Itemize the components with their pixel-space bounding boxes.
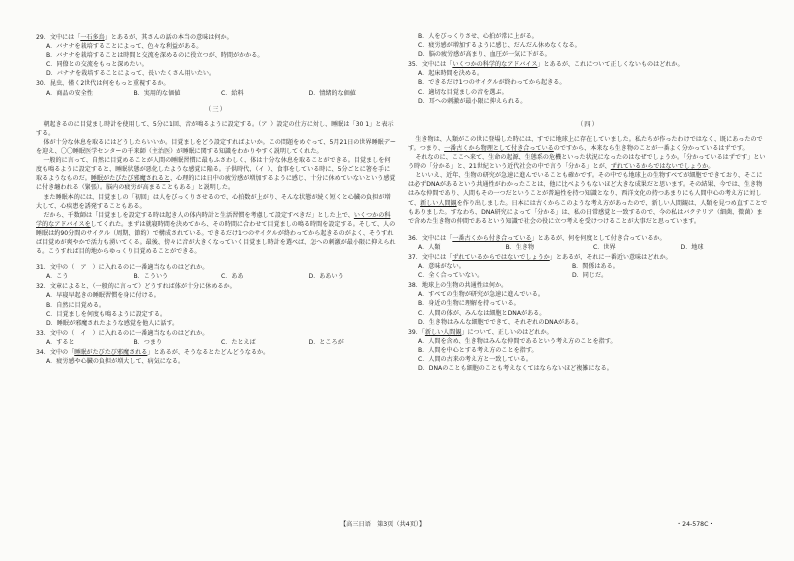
passage-3-paragraph-4: また睡眠本的には、目覚ましの「初回」は人をびっくりさせるので、心拍数が上がり、そんな状態が続く短くと心臓の負担が増大して、心疾患を誘発することもある。	[36, 193, 391, 210]
option-39-b: B．人間を中心とする考え方のことを指す。	[418, 346, 538, 354]
options-31	[36, 272, 396, 281]
option-36-a: A．人類	[418, 243, 441, 251]
passage-3-paragraph-2: 体が十分な休息を取るにはどうしたらいいか。目覚ましをどう設定すればよいか。この問題をめぐって、5月21日の世界睡眠デー を迎え、〇〇睡眠医学センターの千来師（主治医）が睡眠に関する知識をわかりやすく説明してくれた。	[36, 138, 396, 156]
options-33	[36, 338, 396, 347]
exam-code: ・24-578C・	[676, 521, 715, 528]
option-30-c: C．給料	[221, 89, 244, 97]
underlined-phrase: いくつかの科学的なアドバイス	[452, 61, 538, 69]
option-35-d: D．耳への刺激が最小限に抑えられる。	[418, 97, 527, 105]
option-31-c: C．ああ	[221, 273, 244, 281]
passage-4-paragraph-1: 生き物は、人類がこの世に登場した時には、すでに地球上に存在していました。私たちが作ったわけではなく、既にあったのです。つまり、一番古くから物理として付き合っているのですから、本来なら生き物のことが一番よく分かっているはずです。	[408, 135, 763, 152]
passage-4-paragraph-3: といいえ、近年、生物の研究が急速に進んでいることも確かです。その中でも地球上の生物すべてが細胞でできており、そこには必ずDNAがあるという共通性がわかったことは、他に比べようもないほど大きな成果だと思います。その結果、今では、生き物はみな仲間であり、人間もその一つだということが普遍性を持つ知識となり、西洋文化の持つあまりにも人間中心の考え方に対して、新しい人間観を作り出しました。日本には古くからこのような考え方があったので、新しい人間観は、人類を見つめ直すことでもありました。すなわち、DNA研究によって「分かる」は、私の日常感覚と一致するので、今の私はバクテリア（細菌、微菌）まで含めた生き物の仲間であるという知識で社会の役に立つ考えを受けつけることが大事だと思っています。	[408, 172, 768, 225]
option-37-d: D．同じだ。	[572, 272, 608, 280]
question-33-stem: 33．文中の（ イ ）に入れるのに一番適当なものはどれか。	[36, 329, 209, 337]
question-35-stem: 35．文中には「いくつかの科学的なアドバイス」とあるが、これについて正しくないものはどれか。	[408, 61, 684, 69]
option-34-c: C．疲労感が増加するように感じ、だんだん休めなくなる。	[418, 42, 581, 50]
option-35-c: C．適切な目覚ましの音を選ぶ。	[418, 88, 508, 96]
option-36-d: D．地球	[680, 243, 704, 251]
option-29-d: D．バナナを栽培することによって、長いたくさん用いたい。	[46, 70, 216, 78]
option-38-d: D．生き物はみんな細胞でできて、それぞれのDNAがある。	[418, 318, 583, 326]
passage-3-paragraph-1: 朝起きるのに目覚まし時計を使用して、5分に1回、音が鳴るように設定する。（ア）設定の仕方に対し、睡眠は「30 1」と表示する。	[36, 120, 394, 137]
option-37-a: A．意味がない。	[418, 263, 465, 271]
option-36-c: C．世界	[593, 243, 616, 251]
question-31-stem: 31．文中の（ ア ）に入れるのに一番適当なものはどれか。	[36, 264, 209, 272]
option-30-b: B．実用的な価値	[133, 89, 181, 97]
question-32-stem: 32．文章によると、（一般的に言って）どうすれば体が十分に休めるか。	[36, 283, 236, 291]
option-31-b: B．こういう	[133, 273, 169, 281]
option-35-b: B．できるだけ1つのサイクルが終わってから起きる。	[418, 79, 566, 87]
underlined-phrase: ずれているからではないでしょうか	[610, 163, 709, 171]
underlined-phrase: 睡眠がたびたび邪魔される	[74, 349, 148, 356]
option-37-b: B．関係はある。	[572, 263, 619, 271]
option-30-a: A．商品の安全性	[46, 89, 93, 97]
right-column	[408, 32, 768, 373]
option-31-d: D．ああいう	[308, 273, 344, 281]
question-38-stem: 38．地球上の生物の共通性は何か。	[408, 282, 508, 290]
passage-4-paragraph-2: それなのに、ここへ来て、生命の起源、生態系の危機といった状況になったのはなぜでしょうか。「分かっているはずです」という時の「分かる」と、21世紀という近代社会の中で言う「分かる」とが、ずれているからではないでしょうか。	[408, 154, 766, 171]
passage-3-paragraph-3: 一般的に言って、自然に目覚めることが人間の睡眠習慣に最もふさわしく、体は十分な休息を取ることができる。目覚ましを何度も鳴るように設定すると、睡眠状態が悪化したような感覚に陥る。子供時代、（イ）、食事をしている時に、5分ごとに箸を手に取るようなものだ。睡眠がたびたび邪魔されると、心理的には日中の疲労感が増加するように感じ、十分に休めていないという感覚に付き纏われる（緊張）。脳内の疲労が高まることもある」と説明した。	[36, 157, 396, 192]
option-38-a: A．すべての生物が研究が急速に進んでいる。	[418, 291, 544, 299]
option-34-b: B．人をびっくりさせ、心拍が常に上がる。	[418, 33, 538, 40]
option-33-b: B．つまり	[133, 338, 163, 346]
option-34-a: A．疲労感や心臓の負担が増大して、病気になる。	[46, 358, 185, 366]
option-31-a: A．こう	[46, 273, 69, 281]
option-33-a: A．すると	[46, 338, 75, 346]
underlined-phrase: 一番古くから物理として付き合っている	[444, 144, 554, 152]
question-34-stem: 34．文中の「睡眠がたびたび邪魔される」とあるが、そうなるとたどんどうなるか。	[36, 349, 270, 356]
option-32-c: C．目覚ましを何度も鳴るように設定する。	[46, 310, 167, 318]
option-30-d: D．情緒的な価値	[308, 89, 356, 97]
option-35-a: A．起床時間を決める。	[418, 70, 484, 78]
option-36-b: B．生き物	[505, 243, 535, 251]
underlined-phrase: 新しい人間観	[420, 199, 457, 207]
option-38-b: B．身近の生物に理解を持っている。	[418, 300, 520, 308]
question-39-stem: 39．「新しい人間観」について、正しいのはどれか。	[408, 328, 553, 336]
option-32-a: A．早寝早起きの睡眠習慣を身に付ける。	[46, 292, 160, 300]
section-4-title: （四）	[576, 119, 600, 128]
options-30	[36, 89, 396, 98]
option-29-b: B．バナナを栽培することは時間と交流を深めるのに役立つが、時間がかかる。	[46, 52, 264, 60]
underlined-phrase: 新しい人間観	[424, 328, 462, 336]
option-29-c: C．同僚との交流をもっと深めたい。	[46, 61, 148, 69]
option-34-d: D．脳の疲労感が高まり、血圧が一気に下がる。	[418, 51, 551, 59]
option-37-c: C．全く合っていない。	[418, 272, 484, 280]
option-33-d: D．ところが	[308, 338, 344, 346]
page-footer	[0, 519, 794, 531]
page-number-label: 【高三日语 第3页（共4页）】	[340, 521, 426, 528]
option-39-c: C．人間の古来の考え方と一致している。	[418, 356, 532, 363]
options-37	[408, 262, 768, 280]
option-33-c: C．たとえば	[221, 338, 256, 346]
left-column	[36, 32, 396, 366]
section-3-title: （三）	[204, 104, 228, 113]
options-36	[408, 243, 768, 252]
passage-3-paragraph-5: だから、千数師は「目覚ましを設定する時は起き人の体内時計と生活習慣を考慮して設定すべきだ」とした上で、いくつかの科学的なアドバイスをしてくれた。まずは就寝時間を決めてから、その時間に合わせて目覚ましの鳴る時間を設定する。そして、人の睡眠は約90分間のサイクル（周期、節約）で構成されている。できるだけ1つのサイクルが終わってから起きるのがよく、そうすれば目覚めが爽やかで活力も湧いてくる。最後、傍々に音が大きくなっていく目覚まし時計を選べば、怎への刺激が最小限に抑えられる。こうすれば目的地からゆっくり目覚めることができる。	[36, 211, 396, 256]
option-38-c: C．人間の体が、みんなは細胞とDNAがある。	[418, 309, 546, 317]
underlined-phrase: 一番古くから付き合っている	[452, 234, 532, 242]
option-32-d: D．睡眠が邪魔されたような感覚を他人に話す。	[46, 319, 179, 327]
underlined-phrase: 一石多鳥	[80, 34, 105, 41]
question-37-stem: 37．文中には「ずれているからではないでしょうか」とあるが、それに一番近い意味はどれか。	[408, 253, 672, 261]
option-32-b: B．自然に目覚める。	[46, 301, 106, 309]
question-30-stem: 30．昆虫、僅く2世代は何をもっと重視するか。	[36, 80, 170, 88]
option-39-a: A．人間を含め、生き物はみんな仲間であるという考え方のことを指す。	[418, 337, 617, 345]
underlined-phrase: いくつかの科学的なアドバイスを	[36, 211, 391, 228]
option-39-d: D．DNAのことも細胞のことも考えなくてはならないほど複雑になる。	[418, 365, 613, 373]
underlined-phrase: ずれているからではないでしょうか	[452, 253, 550, 261]
question-36-stem: 36．文中には「一番古くから付き合っている」とあるが、何を何度として付き合っているか。	[408, 234, 666, 242]
option-29-a: A．バナナを栽培することによって、色々な利益がある。	[46, 43, 203, 51]
question-29-stem: 29．文中には「一石多鳥」とあるが、其さんの話の本当の意味は何か。	[36, 34, 233, 41]
underlined-phrase: 睡眠がたびたび邪魔されると	[90, 175, 171, 183]
